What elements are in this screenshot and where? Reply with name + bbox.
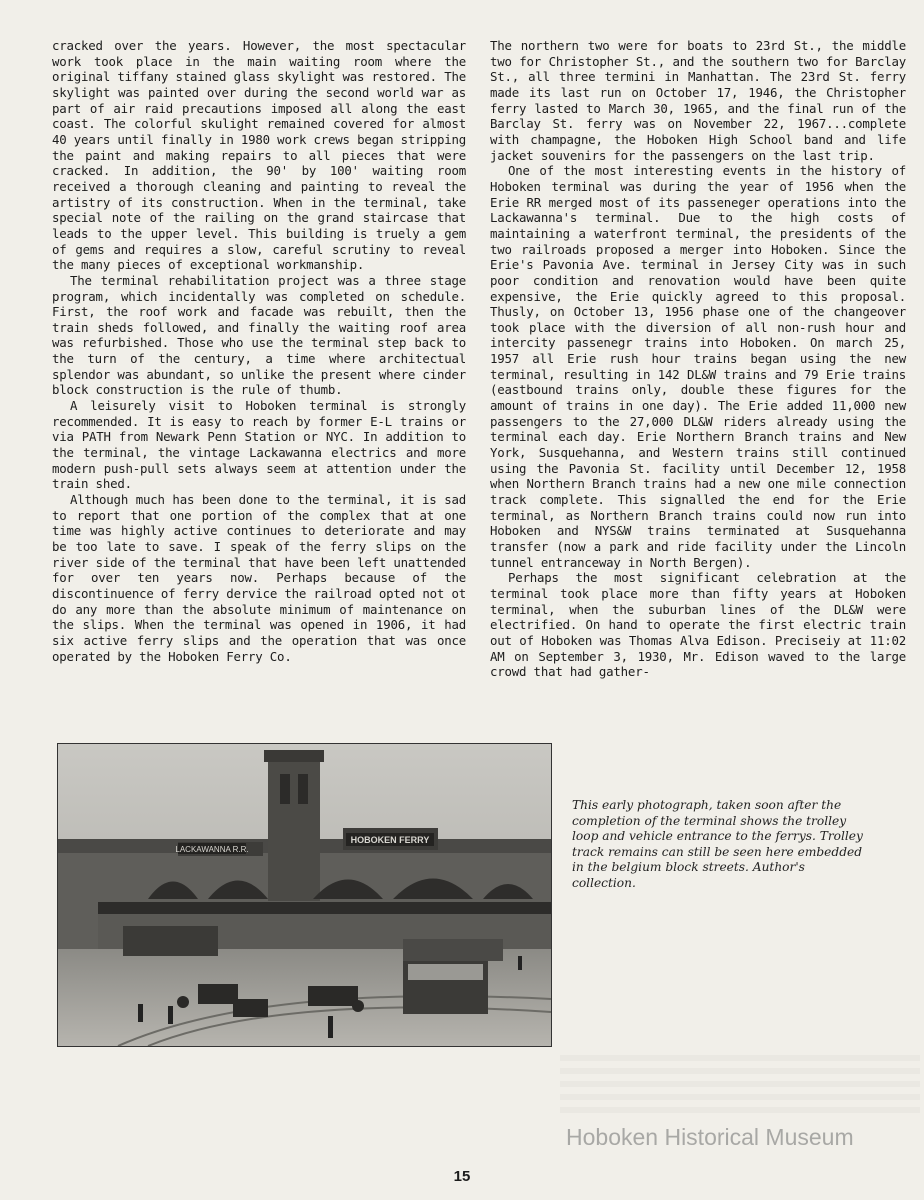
paragraph: A leisurely visit to Hoboken terminal is strongly recommended. It is easy to reach by former E-L trains or via PATH from Newark Penn Station or NYC. In addition to the terminal, the vintage Lackawanna electrics and more modern push-pull sets always seem at attention under the train shed.	[52, 398, 466, 492]
left-column	[52, 38, 466, 664]
sign-hoboken-ferry: HOBOKEN FERRY	[350, 835, 430, 845]
sign-lackawanna: LACKAWANNA R.R.	[175, 845, 249, 854]
paragraph: One of the most interesting events in the history of Hoboken terminal was during the year of 1956 when the Erie RR merged most of its passeneger operations into the Lackawanna's terminal. Due to the high costs of maintaining a waterfront terminal, the presidents of the two railroads proposed a merger into Hoboken. Since the Erie's Pavonia Ave. terminal in Jersey City was in such poor condition and renovation would have been quite expensive, the Erie quickly agreed to this proposal. Thusly, on October 13, 1956 phase one of the changeover took place with the diversion of all non-rush hour and intercity passenegr trains into Hoboken. On march 25, 1957 all Erie rush hour trains began using the new terminal, resulting in 142 DL&W trains and 79 Erie trains (eastbound trains only, double these figures for the amount of trains in one day). The Erie added 11,000 new passengers to the 27,000 DL&W riders already using the terminal each day. Erie Northern Branch trains and New York, Susquehanna, and Western trains still continued using the Pavonia St. facility until December 12, 1958 when Northern Branch trains had a new one mile connection track complete. This signalled the end for the Erie terminal, as Northern Branch trains could now run into Hoboken and NYS&W trains terminated at Susquehanna transfer (now a park and ride facility under the Lincoln tunnel entranceway in North Bergen).	[490, 163, 906, 570]
terminal-photograph	[57, 743, 552, 1047]
paragraph: Although much has been done to the terminal, it is sad to report that one portion of the complex that at one time was highly active continues to deteriorate and may be too late to save. I speak of the ferry slips on the river side of the terminal that have been left unattended for over ten years now. Perhaps because of the discontinuence of ferry dervice the railroad opted not ot do any more than the absolute minimum of maintenance on the slips. When the terminal was opened in 1906, it had six active ferry slips and the operation that was once operated by the Hoboken Ferry Co.	[52, 492, 466, 664]
page-number: 15	[453, 1168, 471, 1185]
photo-caption: This early photograph, taken soon after the completion of the terminal shows the trolley loop and vehicle entrance to the ferrys. Trolley track remains can still be seen here embedded in the belgium block streets. Author's collection.	[572, 798, 863, 890]
paragraph: The terminal rehabilitation project was a three stage program, which incidentally was completed on schedule. First, the roof work and facade was rebuilt, then the train sheds followed, and finally the waiting roof area was refurbished. Those who use the terminal step back to the turn of the century, a time where architectual splendor was abundant, so unlike the present where cinder block construction is the rule of thumb.	[52, 272, 466, 398]
museum-watermark: Hoboken Historical Museum	[566, 1124, 854, 1150]
paragraph: cracked over the years. However, the most spectacular work took place in the main waiting room where the original tiffany stained glass skylight was restored. The skylight was painted over during the second world war as part of air raid precautions imposed all along the east coast. The colorful skulight remained covered for almost 40 years until finally in 1980 work crews began stripping the paint and making repairs to all pieces that were cracked. In addition, the 90' by 100' waiting room received a thorough cleaning and painting to reveal the artistry of its construction. When in the terminal, take special note of the railing on the grand staircase that leads to the upper level. This building is truely a gem of gems and requires a slow, careful scrutiny to reveal the many pieces of exceptional workmanship.	[52, 38, 466, 273]
paragraph: The northern two were for boats to 23rd St., the middle two for Christopher St., and the southern two for Barclay St., all three termini in Manhattan. The 23rd St. ferry made its last run on October 17, 1946, the Christopher ferry lasted to March 30, 1965, and the final run of the Barclay St. ferry was on November 22, 1967...complete with champagne, the Hoboken High School band and life jacket souvenirs for the passengers on the last trip.	[490, 38, 906, 163]
photo-illustration	[58, 744, 551, 1046]
right-column	[490, 38, 906, 680]
paragraph: Perhaps the most significant celebration at the terminal took place more than fifty years at Hoboken terminal, when the suburban lines of the DL&W were electrified. On hand to operate the first electric train out of Hoboken was Thomas Alva Edison. Preciseiy at 11:02 AM on September 3, 1930, Mr. Edison waved to the large crowd that had gather-	[490, 570, 906, 680]
bleed-through-text	[560, 1055, 920, 1115]
